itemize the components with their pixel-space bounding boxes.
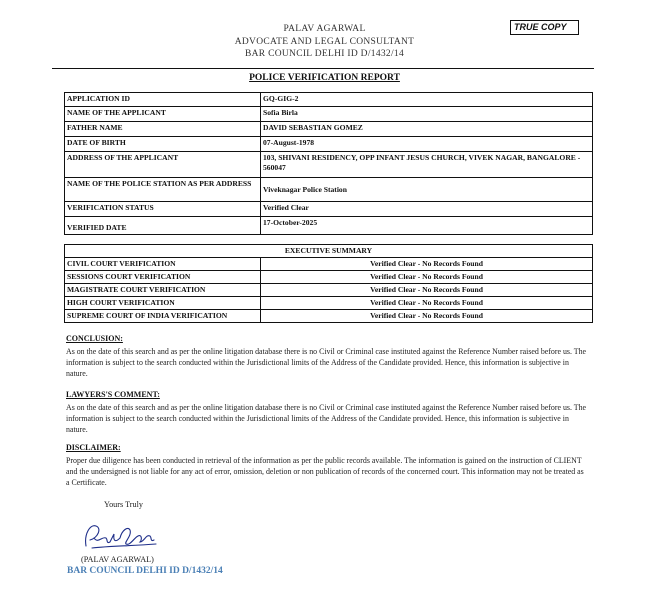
detail-value: GQ-GIG-2 (261, 93, 593, 107)
detail-label: ADDRESS OF THE APPLICANT (65, 152, 261, 178)
summary-label: SUPREME COURT OF INDIA VERIFICATION (65, 310, 261, 323)
summary-label: MAGISTRATE COURT VERIFICATION (65, 284, 261, 297)
summary-label: SESSIONS COURT VERIFICATION (65, 271, 261, 284)
summary-header-row (65, 245, 593, 258)
detail-value: DAVID SEBASTIAN GOMEZ (261, 122, 593, 137)
summary-value: Verified Clear - No Records Found (261, 284, 593, 297)
table-row (65, 258, 593, 271)
true-copy-stamp: TRUE COPY (510, 20, 579, 35)
table-row (65, 137, 593, 152)
lawyers-comment-text: As on the date of this search and as per the online litigation database there is no Civil or Criminal case instituted against the Reference Number raised before us. The information is subject to the search conducted within the Jurisdictional limits of the Address of the Candidate provided. Hence, this information is subjective in nature. (66, 403, 587, 435)
detail-value: 103, SHIVANI RESIDENCY, OPP INFANT JESUS CHURCH, VIVEK NAGAR, BANGALORE - 560047 (261, 152, 593, 178)
table-row (65, 217, 593, 235)
table-row (65, 93, 593, 107)
table-row (65, 107, 593, 122)
detail-value: 07-August-1978 (261, 137, 593, 152)
summary-label: HIGH COURT VERIFICATION (65, 297, 261, 310)
detail-label: FATHER NAME (65, 122, 261, 137)
detail-label: VERIFIED DATE (65, 217, 261, 235)
summary-value: Verified Clear - No Records Found (261, 271, 593, 284)
table-row (65, 284, 593, 297)
detail-value: Viveknagar Police Station (261, 178, 593, 202)
table-row (65, 178, 593, 202)
signature-icon (80, 516, 160, 556)
detail-value: 17-October-2025 (261, 217, 593, 235)
conclusion-text: As on the date of this search and as per the online litigation database there is no Civil or Criminal case instituted against the Reference Number raised before us. The information is subject to the search conducted within the Jurisdictional limits of the Address of the Candidate provided. Hence, this information is subjective in nature. (66, 347, 587, 379)
executive-summary-table (64, 244, 593, 323)
closing-text: Yours Truly (104, 500, 143, 509)
advocate-name: PALAV AGARWAL (283, 24, 366, 34)
signatory-name: (PALAV AGARWAL) (81, 555, 154, 564)
summary-value: Verified Clear - No Records Found (261, 297, 593, 310)
table-row (65, 122, 593, 137)
summary-label: CIVIL COURT VERIFICATION (65, 258, 261, 271)
detail-label: NAME OF THE POLICE STATION AS PER ADDRESS (65, 178, 261, 202)
detail-value: Sofia Birla (261, 107, 593, 122)
advocate-bar-id: BAR COUNCIL DELHI ID D/1432/14 (244, 49, 405, 59)
executive-summary-title: EXECUTIVE SUMMARY (65, 245, 593, 258)
detail-label: VERIFICATION STATUS (65, 202, 261, 217)
disclaimer-heading: DISCLAIMER: (66, 443, 121, 452)
table-row (65, 271, 593, 284)
advocate-designation: ADVOCATE AND LEGAL CONSULTANT (234, 37, 415, 47)
detail-label: NAME OF THE APPLICANT (65, 107, 261, 122)
header-divider (52, 68, 594, 69)
lawyers-comment-heading: LAWYERS'S COMMENT: (66, 390, 160, 399)
signatory-bar-id: BAR COUNCIL DELHI ID D/1432/14 (67, 566, 223, 576)
table-row (65, 297, 593, 310)
conclusion-heading: CONCLUSION: (66, 334, 123, 343)
detail-label: DATE OF BIRTH (65, 137, 261, 152)
disclaimer-text: Proper due diligence has been conducted in retrieval of the information as per the public records available. The information is gained on the instruction of CLIENT and the undersigned is not liable for any act of error, omission, deletion or non publication of records of the concerned court. This information may not be treated as a Certificate. (66, 456, 584, 488)
detail-value: Verified Clear (261, 202, 593, 217)
table-row (65, 152, 593, 178)
table-row (65, 310, 593, 323)
summary-value: Verified Clear - No Records Found (261, 258, 593, 271)
table-row (65, 202, 593, 217)
summary-value: Verified Clear - No Records Found (261, 310, 593, 323)
report-title: POLICE VERIFICATION REPORT (249, 73, 400, 83)
details-table (64, 92, 593, 235)
detail-label: APPLICATION ID (65, 93, 261, 107)
